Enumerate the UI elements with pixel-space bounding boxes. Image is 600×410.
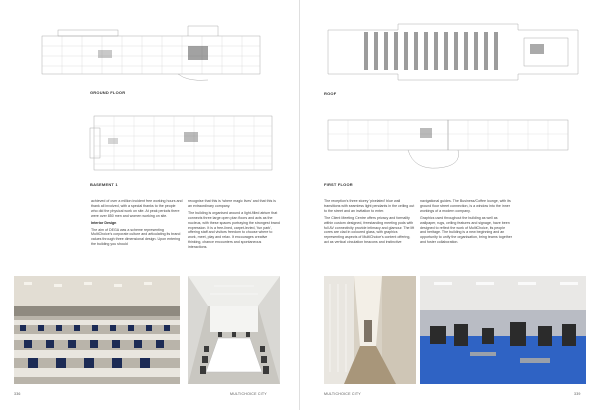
page-number: 336 xyxy=(14,392,21,396)
right-page xyxy=(300,0,600,410)
roof-plan xyxy=(324,18,584,84)
basement-plan xyxy=(88,108,278,176)
first-floor-plan xyxy=(324,112,574,172)
gym-photo xyxy=(420,276,586,384)
page-number: 339 xyxy=(574,392,581,396)
text-column-1 xyxy=(91,199,183,249)
paragraph: The building is organised around a light-filled atrium that connects three large open plan floors and acts as the nucleus, with these spaces portraying the strongest brand expression. It is a free-lined, carpet-levied, 'fun park', offering staff and visitors freedom to choose where to work, meet, play and relax. It encourages creative thinking, chance encounters and spontaneous interactions. xyxy=(188,210,280,250)
auditorium-photo xyxy=(14,276,180,384)
ground-floor-plan xyxy=(38,22,264,82)
paragraph: navigational guides. The Business/Coffee lounge, with its ground floor street connection, is a window into the inner workings of a modern company. xyxy=(420,199,511,213)
section-heading: Interior Design xyxy=(91,220,117,225)
running-title: MULTICHOICE CITY xyxy=(324,392,361,396)
plan-caption: FIRST FLOOR xyxy=(324,182,353,187)
paragraph: recognise that this is 'where magic lives' and that this is an extraordinary company. xyxy=(188,199,276,208)
paragraph: The aim of DEGA was a scheme representing MultiChoice's corporate culture and articulating its brand values through three dimensional design. Upon entering the building you should xyxy=(91,227,181,247)
paragraph: The Client Meeting Centre offers privacy and formality within custom designed, freestanding meeting pods with full AV connectivity provide intimacy and glamour. The lift cores are clad in coloured glass, with graphics representing aspects of MultiChoice's content offering, act as vertical circulation beacons and instinctive xyxy=(324,215,415,245)
plan-caption: ROOF xyxy=(324,91,337,96)
text-column-2 xyxy=(188,199,280,252)
running-title: MULTICHOICE CITY xyxy=(230,392,267,396)
text-column-2 xyxy=(420,199,512,247)
paragraph: achieved of over a million incident free working hours and thank all involved, with a special thanks to the people who did the physical work on site. At peak periods there were over 850 men and women working on site. xyxy=(91,199,183,218)
meeting-room-photo xyxy=(188,276,280,384)
paragraph: Graphics used throughout the building as well as wallpaper, rugs, ceiling features and signage, have been designed to reflect the work of MultiChoice, its people and heritage. The building is a new beginning and an opportunity to unify the organisation, bring teams together and foster collaboration. xyxy=(420,215,512,245)
paragraph: The reception's three storey 'pixelated' blue wall transitions with seamless light pendants in the ceiling out to the street and an invitation to enter. xyxy=(324,199,415,213)
plan-caption: BASEMENT 1 xyxy=(90,182,118,187)
reception-corridor-photo xyxy=(324,276,416,384)
plan-caption: GROUND FLOOR xyxy=(90,90,126,95)
text-column-1 xyxy=(324,199,416,247)
